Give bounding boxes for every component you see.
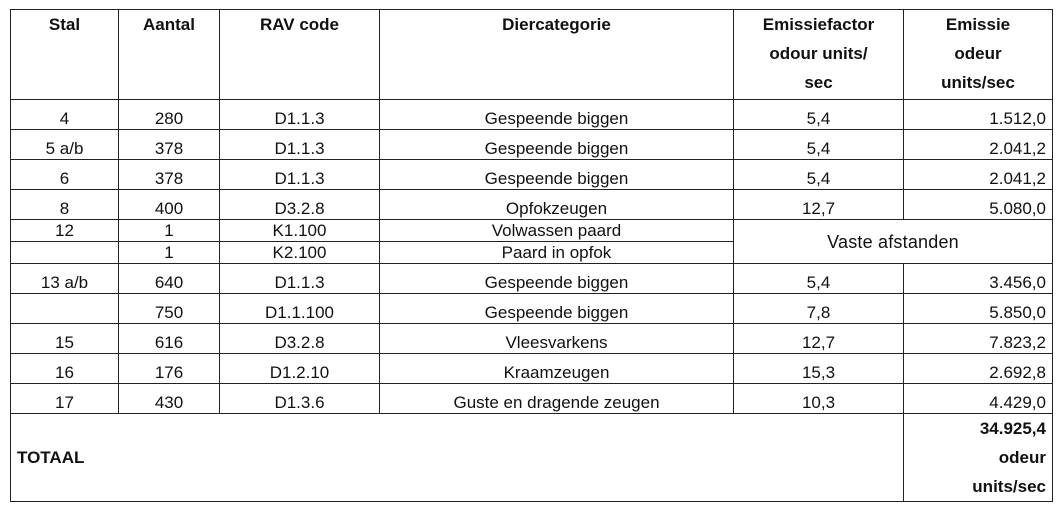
cell-aantal: 378 (119, 130, 220, 160)
cell-emissie: 2.692,8 (904, 354, 1053, 384)
cell-emissiefactor: 12,7 (734, 324, 904, 354)
cell-aantal: 616 (119, 324, 220, 354)
header-rav-code: RAV code (220, 10, 380, 100)
totaal-value-line: odeur (998, 448, 1046, 467)
cell-rav-code: K1.100 (220, 220, 380, 242)
cell-rav-code: D1.1.100 (220, 294, 380, 324)
cell-aantal: 1 (119, 242, 220, 264)
cell-aantal: 176 (119, 354, 220, 384)
table-row (11, 190, 1053, 220)
cell-rav-code: D3.2.8 (220, 190, 380, 220)
cell-emissie: 2.041,2 (904, 160, 1053, 190)
cell-emissie: 4.429,0 (904, 384, 1053, 414)
header-emissie-line: units/sec (941, 73, 1015, 92)
totaal-value-line: 34.925,4 (979, 419, 1046, 438)
cell-emissiefactor: 10,3 (734, 384, 904, 414)
cell-aantal: 430 (119, 384, 220, 414)
cell-stal: 12 (11, 220, 119, 242)
cell-stal: 15 (11, 324, 119, 354)
header-emissie-line: odeur (954, 44, 1002, 63)
cell-diercategorie: Kraamzeugen (380, 354, 734, 384)
header-emissiefactor-line: Emissiefactor (762, 15, 875, 34)
cell-diercategorie: Vleesvarkens (380, 324, 734, 354)
cell-diercategorie: Gespeende biggen (380, 130, 734, 160)
table-row (11, 324, 1053, 354)
table-row (11, 220, 1053, 242)
table-row (11, 294, 1053, 324)
cell-diercategorie: Gespeende biggen (380, 264, 734, 294)
cell-rav-code: D3.2.8 (220, 324, 380, 354)
cell-stal (11, 294, 119, 324)
header-emissiefactor-line: sec (804, 73, 833, 92)
cell-rav-code: D1.1.3 (220, 100, 380, 130)
table-row (11, 354, 1053, 384)
cell-rav-code: D1.2.10 (220, 354, 380, 384)
cell-aantal: 400 (119, 190, 220, 220)
emission-table (10, 9, 1053, 502)
header-emissiefactor-line: odour units/ (769, 44, 868, 63)
cell-rav-code: D1.3.6 (220, 384, 380, 414)
cell-stal: 16 (11, 354, 119, 384)
cell-aantal: 750 (119, 294, 220, 324)
totaal-value-line: units/sec (972, 477, 1046, 496)
header-emissiefactor (734, 10, 904, 100)
cell-stal: 4 (11, 100, 119, 130)
cell-diercategorie: Guste en dragende zeugen (380, 384, 734, 414)
cell-aantal: 640 (119, 264, 220, 294)
cell-emissie: 1.512,0 (904, 100, 1053, 130)
header-row (11, 10, 1053, 100)
cell-diercategorie: Gespeende biggen (380, 160, 734, 190)
table-row (11, 130, 1053, 160)
cell-diercategorie: Gespeende biggen (380, 294, 734, 324)
cell-emissie: 7.823,2 (904, 324, 1053, 354)
cell-emissiefactor: 5,4 (734, 100, 904, 130)
cell-emissie: 3.456,0 (904, 264, 1053, 294)
cell-rav-code: D1.1.3 (220, 130, 380, 160)
cell-stal: 8 (11, 190, 119, 220)
header-stal: Stal (11, 10, 119, 100)
cell-aantal: 280 (119, 100, 220, 130)
cell-emissiefactor: 15,3 (734, 354, 904, 384)
cell-stal: 17 (11, 384, 119, 414)
cell-emissie: 5.080,0 (904, 190, 1053, 220)
cell-emissiefactor: 5,4 (734, 130, 904, 160)
cell-emissiefactor: 5,4 (734, 264, 904, 294)
table-row (11, 160, 1053, 190)
cell-diercategorie: Gespeende biggen (380, 100, 734, 130)
cell-diercategorie: Paard in opfok (380, 242, 734, 264)
cell-emissie: 2.041,2 (904, 130, 1053, 160)
cell-rav-code: D1.1.3 (220, 160, 380, 190)
cell-emissiefactor: 5,4 (734, 160, 904, 190)
cell-stal: 5 a/b (11, 130, 119, 160)
cell-emissiefactor: 7,8 (734, 294, 904, 324)
vaste-afstanden-cell: Vaste afstanden (734, 220, 1053, 264)
table-row (11, 384, 1053, 414)
cell-emissie: 5.850,0 (904, 294, 1053, 324)
cell-emissiefactor: 12,7 (734, 190, 904, 220)
cell-stal: 13 a/b (11, 264, 119, 294)
cell-rav-code: D1.1.3 (220, 264, 380, 294)
cell-aantal: 378 (119, 160, 220, 190)
table-row (11, 100, 1053, 130)
totaal-value (904, 414, 1053, 502)
table-row (11, 264, 1053, 294)
totaal-label: TOTAAL (11, 414, 904, 502)
cell-stal (11, 242, 119, 264)
header-emissie (904, 10, 1053, 100)
cell-aantal: 1 (119, 220, 220, 242)
header-diercategorie: Diercategorie (380, 10, 734, 100)
cell-diercategorie: Opfokzeugen (380, 190, 734, 220)
header-aantal: Aantal (119, 10, 220, 100)
cell-rav-code: K2.100 (220, 242, 380, 264)
cell-diercategorie: Volwassen paard (380, 220, 734, 242)
header-emissie-line: Emissie (945, 15, 1011, 34)
totaal-row (11, 414, 1053, 502)
cell-stal: 6 (11, 160, 119, 190)
